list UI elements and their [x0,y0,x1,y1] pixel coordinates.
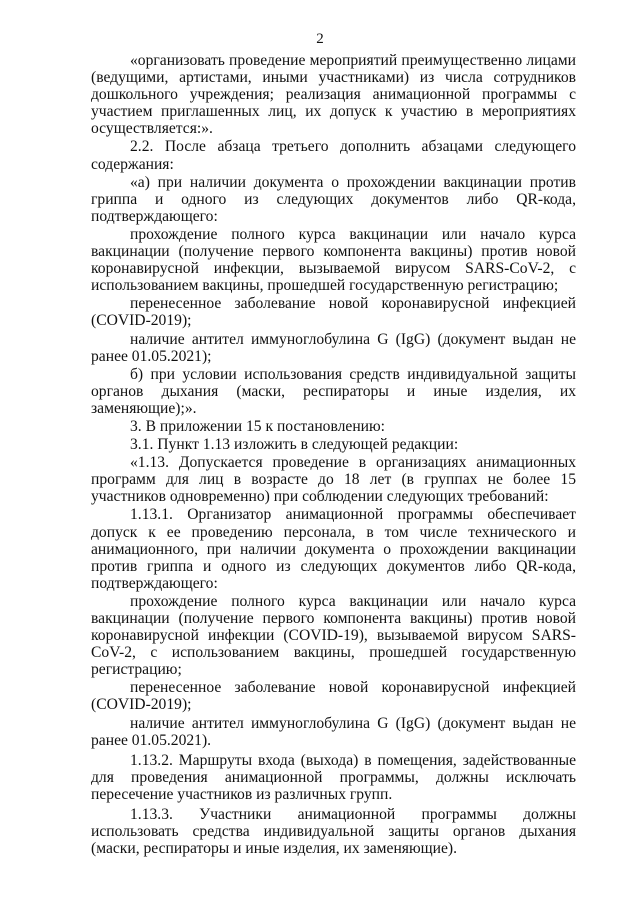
paragraph-2-2: 2.2. После абзаца третьего дополнить абзацами следующего содержания: [91,138,576,173]
paragraph-recovered: перенесенное заболевание новой коронавирусной инфекцией (COVID-2019); [91,295,576,330]
paragraph-3: 3. В приложении 15 к постановлению: [130,417,386,435]
paragraph-1-13-2: 1.13.2. Маршруты входа (выхода) в помещения, задействованные для проведения анимационной программы, должны исключать пересечение участников из различных групп. [91,751,576,803]
paragraph-full-vaccination-2: прохождение полного курса вакцинации или начало курса вакцинации (получение первого компонента вакцины) против новой коронавирусной инфекции (COVID-19), вызываемой вирусом SARS-CoV-2, с использованием вакцины, прошедшей государственную регистрацию; [91,592,576,679]
paragraph-organize-events: «организовать проведение мероприятий преимущественно лицами (ведущими, артистами, иными участниками) из числа сотрудников дошкольного учреждения; реализация анимационной программы с участием приглашенных лиц, их допуск к участию в мероприятиях осуществляется:». [91,52,576,138]
paragraph-1-13-1: 1.13.1. Организатор анимационной программы обеспечивает допуск к ее проведению персонала, в том числе технического и анимационного, при наличии документа о прохождении вакцинации против гриппа и одного из следующих документов либо QR-кода, подтверждающего: [91,506,576,592]
paragraph-antibodies: наличие антител иммуноглобулина G (IgG) (документ выдан не ранее 01.05.2021); [91,330,576,365]
paragraph-recovered-2: перенесенное заболевание новой коронавирусной инфекцией (COVID-2019); [91,679,576,714]
paragraph-item-a: «а) при наличии документа о прохождении вакцинации против гриппа и одного из следующих документов либо QR-кода, подтверждающего: [91,173,576,225]
paragraph-3-1: 3.1. Пункт 1.13 изложить в следующей редакции: [130,436,459,454]
document-body [91,52,576,857]
paragraph-antibodies-2: наличие антител иммуноглобулина G (IgG) (документ выдан не ранее 01.05.2021). [91,714,576,749]
paragraph-full-vaccination: прохождение полного курса вакцинации или начало курса вакцинации (получение первого компонента вакцины) против новой коронавирусной инфекции, вызываемой вирусом SARS-CoV-2, с использованием вакцины, прошедшей государственную регистрацию; [91,225,576,295]
paragraph-1-13-3: 1.13.3. Участники анимационной программы должны использовать средства индивидуальной защиты органов дыхания (маски, респираторы и иные изделия, их заменяющие). [91,806,576,858]
paragraph-1-13: «1.13. Допускается проведение в организациях анимационных программ для лиц в возрасте до 18 лет (в группах не более 15 участников одновременно) при соблюдении следующих требований: [91,454,576,506]
page-number: 2 [316,31,324,47]
paragraph-item-b: б) при условии использования средств индивидуальной защиты органов дыхания (маски, респираторы и иные изделия, их заменяющие);». [91,365,576,417]
